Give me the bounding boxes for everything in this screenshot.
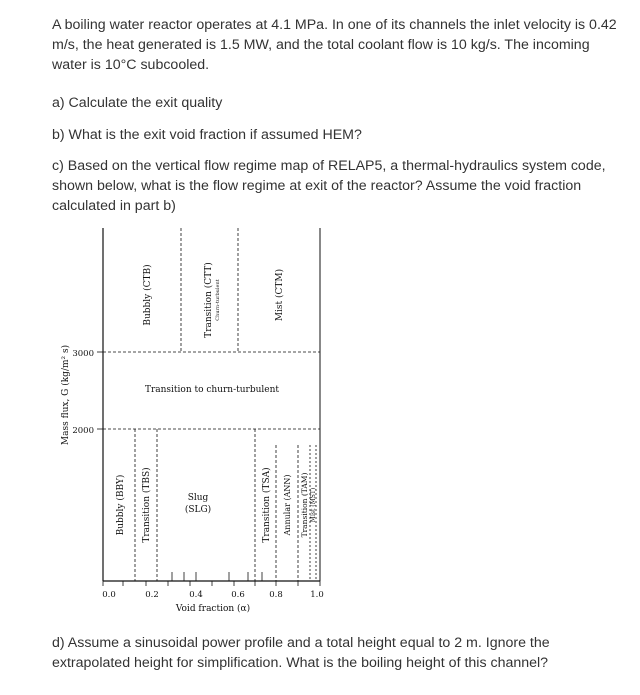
region-transition-churn: Transition to churn-turbulent [144, 385, 280, 395]
problem-intro: A boiling water reactor operates at 4.1 MPa. In one of its channels the inlet velocity is 0.42 m/s, the heat generated is 1.5 MW, and the total coolant flow is 10 kg/s. The incoming water is 10°C subcooled. [52, 17, 617, 73]
x-tick-4: 0.8 [269, 590, 283, 600]
region-tam: Transition (TAM) [300, 472, 309, 538]
region-mst: Mist (MST) [310, 487, 317, 523]
y-tick-3000: 3000 [72, 349, 94, 359]
x-tick-marks [103, 572, 320, 586]
region-slug-code: (SLG) [184, 505, 212, 515]
x-tick-3: 0.6 [231, 590, 245, 600]
x-tick-0: 0.0 [102, 590, 116, 600]
region-ctt-sub: Churn-turbulent [215, 279, 221, 321]
region-tsa: Transition (TSA) [262, 467, 272, 543]
question-d: d) Assume a sinusoidal power profile and a total height equal to 2 m. Ignore the extrapolated height for simplification. What is the boiling height of this channel? [52, 635, 550, 671]
x-tick-1: 0.2 [145, 590, 159, 600]
region-ctt: Transition (CTT) [204, 262, 214, 338]
question-a: a) Calculate the exit quality [52, 95, 223, 111]
x-axis-label: Void fraction (α) [175, 604, 251, 614]
y-axis-label: Mass flux, G (kg/m² s) [61, 344, 71, 446]
x-tick-2: 0.4 [189, 590, 203, 600]
region-ctb: Bubbly (CTB) [143, 264, 153, 326]
y-tick-2000: 2000 [72, 426, 94, 436]
region-bby: Bubbly (BBY) [116, 474, 126, 536]
x-tick-5: 1.0 [310, 590, 324, 600]
region-tbs: Transition (TBS) [142, 467, 152, 543]
region-slug: Slug [187, 493, 209, 503]
question-b: b) What is the exit void fraction if assumed HEM? [52, 127, 362, 143]
region-ann: Annular (ANN) [283, 474, 292, 536]
region-ctm: Mist (CTM) [275, 268, 285, 322]
question-c: c) Based on the vertical flow regime map of RELAP5, a thermal-hydraulics system code, shown below, what is the flow regime at exit of the reactor? Assume the void fraction calculated in part b) [52, 158, 606, 214]
